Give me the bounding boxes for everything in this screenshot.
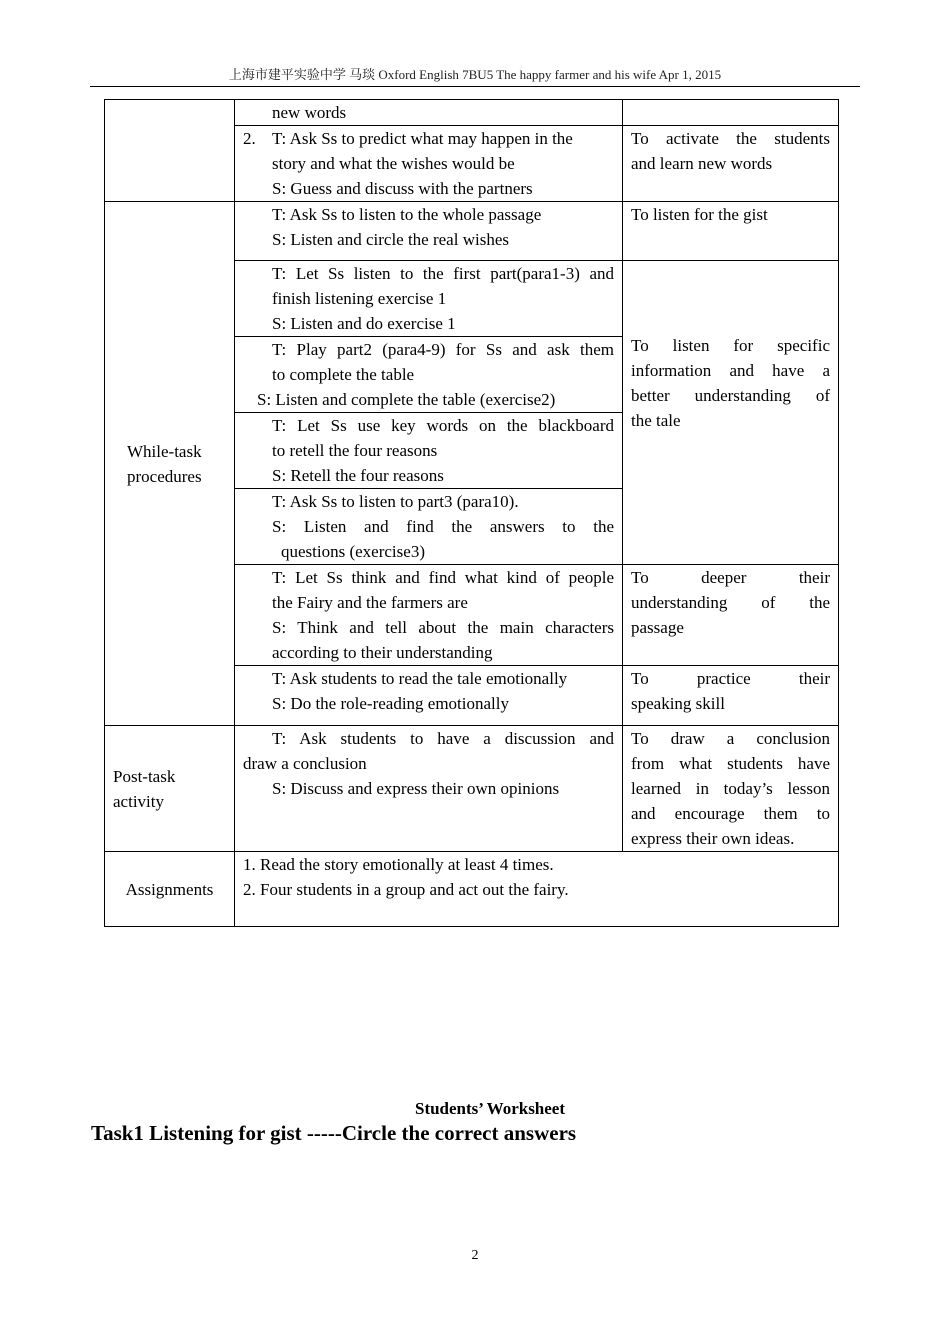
page-header xyxy=(90,64,860,87)
procedure-line: to complete the table xyxy=(272,365,415,384)
purpose-line: from what students have xyxy=(631,754,830,773)
purpose-line: passage xyxy=(631,618,684,637)
stage-cell-pre-task xyxy=(105,100,235,202)
assignments-cell xyxy=(235,852,839,927)
procedure-line: T: Let Ss use key words on the blackboard xyxy=(272,416,614,435)
page-number: 2 xyxy=(471,1248,479,1263)
procedure-line: S: Listen and circle the real wishes xyxy=(272,230,509,249)
purpose-line: learned in today’s lesson xyxy=(631,779,830,798)
procedure-line: new words xyxy=(272,103,347,122)
procedure-line: S: Retell the four reasons xyxy=(272,466,444,485)
procedure-line: according to their understanding xyxy=(272,643,493,662)
purpose-line: To activate the students xyxy=(631,129,830,148)
procedure-line: finish listening exercise 1 xyxy=(272,289,447,308)
procedure-line: to retell the four reasons xyxy=(272,441,438,460)
purpose-cell xyxy=(623,202,839,261)
procedure-line: S: Listen and find the answers to the xyxy=(272,517,614,536)
procedure-line: questions (exercise3) xyxy=(281,542,425,561)
worksheet-title: Students’ Worksheet xyxy=(414,1099,566,1118)
table-row xyxy=(105,726,839,852)
purpose-cell xyxy=(623,126,839,202)
procedure-line: T: Ask Ss to predict what may happen in the xyxy=(272,129,573,148)
purpose-line: To listen for specific xyxy=(631,336,830,355)
procedure-line: T: Ask Ss to listen to the whole passage xyxy=(272,205,542,224)
procedure-line: S: Guess and discuss with the partners xyxy=(272,179,533,198)
procedure-line: S: Discuss and express their own opinions xyxy=(272,779,560,798)
purpose-line: To deeper their xyxy=(631,568,830,587)
purpose-line: To listen for the gist xyxy=(631,205,768,224)
stage-label: Assignments xyxy=(125,879,214,899)
purpose-cell xyxy=(623,261,839,565)
stage-label: Post-task xyxy=(113,766,176,786)
procedure-line: story and what the wishes would be xyxy=(272,154,515,173)
procedure-line: T: Ask Ss to listen to part3 (para10). xyxy=(272,492,519,511)
purpose-line: speaking skill xyxy=(631,694,725,713)
procedure-cell xyxy=(235,565,623,666)
table-row xyxy=(105,100,839,126)
purpose-line: express their own ideas. xyxy=(631,829,795,848)
purpose-line: and learn new words xyxy=(631,154,773,173)
procedure-cell xyxy=(235,489,623,565)
table-row xyxy=(105,852,839,927)
procedure-line: the Fairy and the farmers are xyxy=(272,593,468,612)
procedure-cell xyxy=(235,261,623,337)
purpose-line: and encourage them to xyxy=(631,804,830,823)
purpose-line: the tale xyxy=(631,411,681,430)
table-row xyxy=(105,202,839,261)
procedure-line: S: Listen and do exercise 1 xyxy=(272,314,456,333)
purpose-line: understanding of the xyxy=(631,593,830,612)
purpose-line: To draw a conclusion xyxy=(631,729,830,748)
procedure-line: S: Do the role-reading emotionally xyxy=(272,694,509,713)
procedure-line: T: Let Ss listen to the first part(para1-3) and xyxy=(272,264,614,283)
procedure-line: T: Let Ss think and find what kind of people xyxy=(272,568,614,587)
assignment-item: 2. Four students in a group and act out the fairy. xyxy=(243,880,569,899)
procedure-line: S: Listen and complete the table (exercise2) xyxy=(257,390,556,409)
stage-label: While-task xyxy=(127,441,202,461)
stage-cell-post-task xyxy=(105,726,235,852)
stage-cell-while-task xyxy=(105,202,235,726)
procedure-line: draw a conclusion xyxy=(243,754,367,773)
procedure-cell xyxy=(235,413,623,489)
lesson-plan-table xyxy=(104,99,839,927)
procedure-line: T: Ask students to have a discussion and xyxy=(272,729,614,748)
procedure-line: T: Play part2 (para4-9) for Ss and ask them xyxy=(272,340,614,359)
procedure-cell xyxy=(235,726,623,852)
procedure-cell xyxy=(235,202,623,261)
purpose-line: information and have a xyxy=(631,361,830,380)
purpose-cell xyxy=(623,100,839,126)
stage-label: procedures xyxy=(127,466,202,486)
stage-label: activity xyxy=(113,791,164,811)
purpose-line: To practice their xyxy=(631,669,830,688)
assignment-item: 1. Read the story emotionally at least 4 times. xyxy=(243,855,554,874)
page-header-text: 上海市建平实验中学 马琰 Oxford English 7BU5 The happy farmer and his wife Apr 1, 2015 xyxy=(228,67,722,82)
step-number: 2. xyxy=(243,129,256,148)
procedure-cell xyxy=(235,337,623,413)
procedure-line: S: Think and tell about the main characters xyxy=(272,618,614,637)
purpose-line: better understanding of xyxy=(631,386,830,405)
procedure-cell xyxy=(235,100,623,126)
stage-cell-assignments xyxy=(105,852,235,927)
task1-heading: Task1 Listening for gist -----Circle the correct answers xyxy=(91,1121,577,1145)
procedure-cell xyxy=(235,666,623,726)
procedure-cell xyxy=(235,126,623,202)
procedure-line: T: Ask students to read the tale emotionally xyxy=(272,669,568,688)
purpose-cell xyxy=(623,565,839,666)
purpose-cell xyxy=(623,666,839,726)
purpose-cell xyxy=(623,726,839,852)
